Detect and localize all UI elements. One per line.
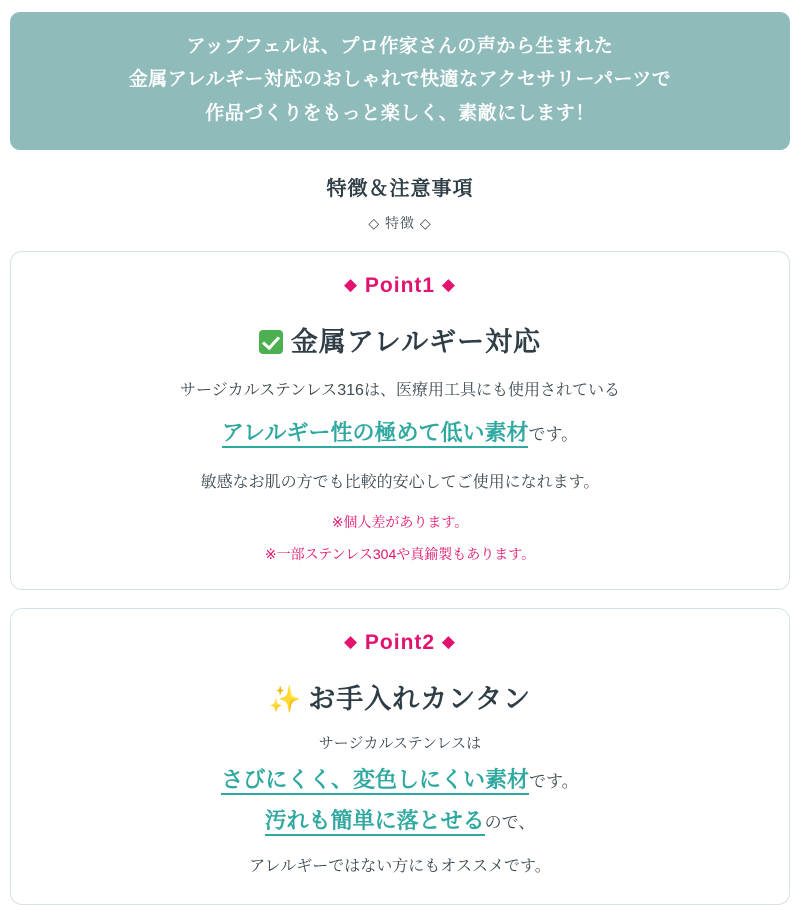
point2-line-2: アレルギーではない方にもオススメです。 bbox=[249, 858, 551, 876]
banner-line-2: 金属アレルギー対応のおしゃれで快適なアクセサリーパーツで bbox=[128, 69, 672, 91]
diamond-right-icon: ◆ bbox=[441, 632, 456, 652]
point1-heading-row bbox=[29, 320, 771, 359]
banner-line-3: 作品づくりをもっと楽しく、素敵にします！ bbox=[205, 102, 595, 124]
sparkles-icon: ✨ bbox=[268, 684, 303, 715]
diamond-left-icon: ◆ bbox=[343, 274, 359, 294]
point2-emphasis-2-suffix: ので、 bbox=[484, 813, 536, 833]
point1-label: Point1 bbox=[364, 273, 436, 297]
point1-note-1: ※個人差があります。 bbox=[331, 513, 469, 530]
point1-label-row bbox=[29, 274, 771, 298]
point1-line-2: 敏感なお肌の方でも比較的安心してご使用になれます。 bbox=[200, 474, 600, 492]
diamond-left-icon: ◆ bbox=[343, 632, 359, 652]
point1-line-1: サージカルステンレス316は、医療用工具にも使用されている bbox=[180, 381, 620, 399]
point2-emphasis-suffix: です。 bbox=[528, 772, 579, 792]
section-title: 特徴＆注意事項 bbox=[326, 177, 474, 200]
point2-label-row bbox=[29, 631, 771, 655]
point-card-2 bbox=[10, 608, 790, 905]
diamond-right-icon: ◆ bbox=[441, 274, 456, 294]
point2-emphasis: さびにくく、変色しにくい素材 bbox=[221, 767, 529, 795]
point1-emphasis-suffix: です。 bbox=[528, 424, 579, 444]
point-card-1 bbox=[10, 251, 790, 591]
point1-note-2: ※一部ステンレス304や真鍮製もあります。 bbox=[264, 545, 536, 562]
point1-emphasis: アレルギー性の極めて低い素材 bbox=[222, 420, 529, 448]
point2-line-1: サージカルステンレスは bbox=[318, 735, 482, 753]
point2-emphasis-2: 汚れも簡単に落とせる bbox=[265, 808, 485, 836]
point2-label: Point2 bbox=[364, 631, 436, 655]
banner-line-1: アップフェルは、プロ作家さんの声から生まれた bbox=[186, 36, 614, 57]
intro-banner bbox=[10, 12, 790, 150]
point2-emphasis-row bbox=[29, 763, 771, 794]
point2-heading: お手入れカンタン bbox=[308, 684, 532, 715]
point1-heading: 金属アレルギー対応 bbox=[290, 326, 542, 357]
point2-heading-row bbox=[29, 677, 771, 716]
point1-emphasis-row bbox=[29, 414, 771, 451]
section-subtitle: ◇ 特徴 ◇ bbox=[368, 214, 432, 231]
green-check-icon bbox=[259, 330, 283, 354]
point2-emphasis-row-2 bbox=[29, 804, 771, 835]
